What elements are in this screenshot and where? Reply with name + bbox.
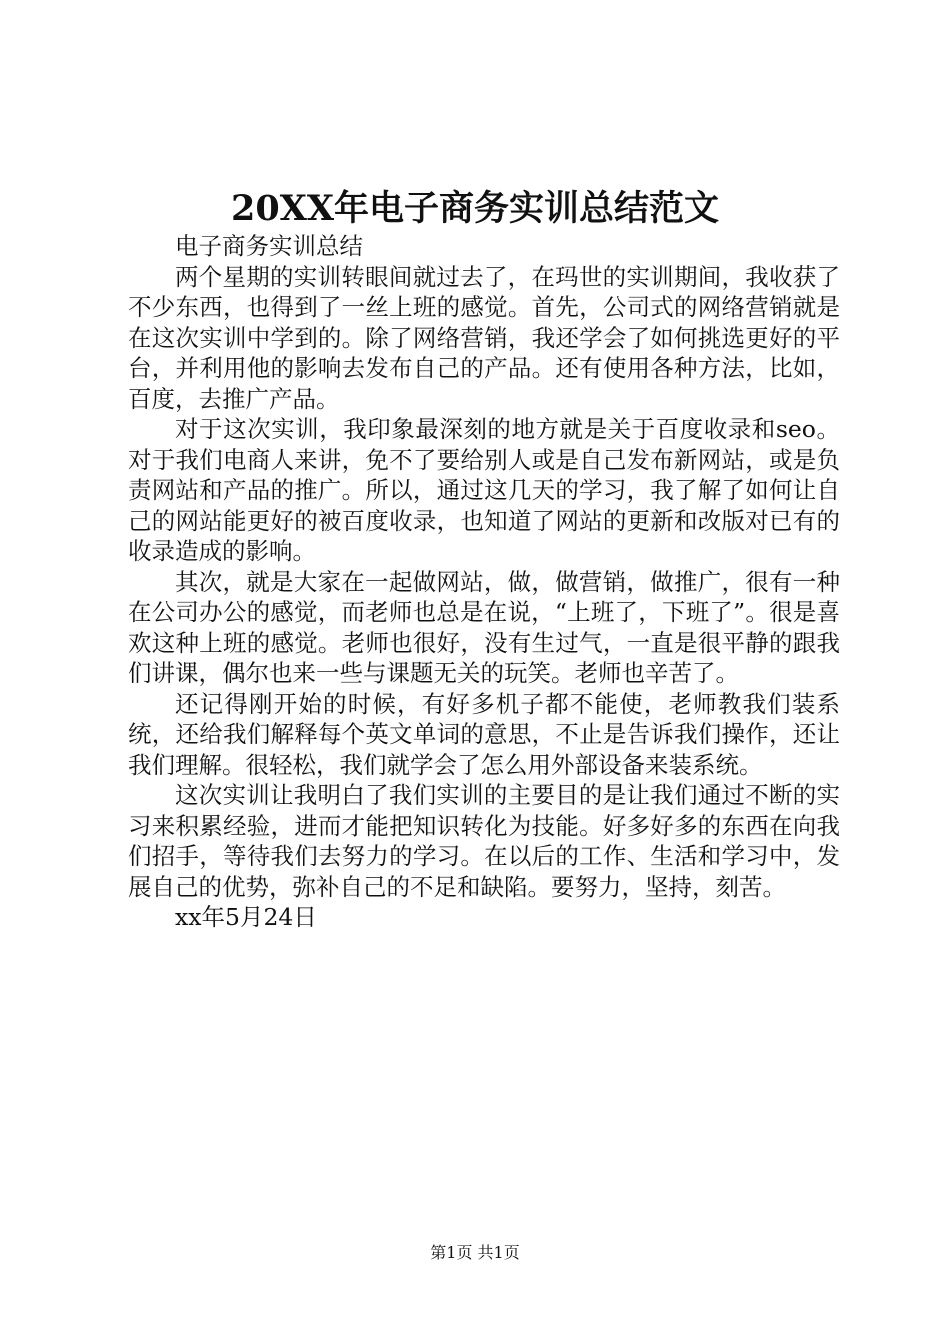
document-title: 20XX年电子商务实训总结范文 (230, 188, 720, 229)
document-body (128, 231, 840, 933)
paragraph-2: 对于这次实训，我印象最深刻的地方就是关于百度收录和seo。对于我们电商人来讲，免不了要给别人或是自己发布新网站，或是负责网站和产品的推广。所以，通过这几天的学习，我了解了如何让自己的网站能更好的被百度收录，也知道了网站的更新和改版对已有的收录造成的影响。 (128, 415, 840, 565)
document-subtitle: 电子商务实训总结 (175, 232, 363, 260)
page-footer: 第1页 共1页 (430, 1243, 520, 1262)
paragraph-1: 两个星期的实训转眼间就过去了，在玛世的实训期间，我收获了不少东西，也得到了一丝上班的感觉。首先，公司式的网络营销就是在这次实训中学到的。除了网络营销，我还学会了如何挑选更好的平台，并利用他的影响去发布自己的产品。还有使用各种方法，比如，百度，去推广产品。 (128, 262, 840, 413)
document-date: xx年5月24日 (175, 903, 317, 931)
paragraph-5: 这次实训让我明白了我们实训的主要目的是让我们通过不断的实习来积累经验，进而才能把知识转化为技能。好多好多的东西在向我们招手，等待我们去努力的学习。在以后的工作、生活和学习中，发展自己的优势，弥补自己的不足和缺陷。要努力，坚持，刻苦。 (128, 781, 840, 901)
paragraph-3: 其次，就是大家在一起做网站，做，做营销，做推广，很有一种在公司办公的感觉，而老师也总是在说，“上班了，下班了”。很是喜欢这种上班的感觉。老师也很好，没有生过气，一直是很平静的跟我们讲课，偶尔也来一些与课题无关的玩笑。老师也辛苦了。 (128, 567, 840, 687)
paragraph-4: 还记得刚开始的时候，有好多机子都不能使，老师教我们装系统，还给我们解释每个英文单词的意思，不止是告诉我们操作，还让我们理解。很轻松，我们就学会了怎么用外部设备来装系统。 (128, 689, 840, 779)
